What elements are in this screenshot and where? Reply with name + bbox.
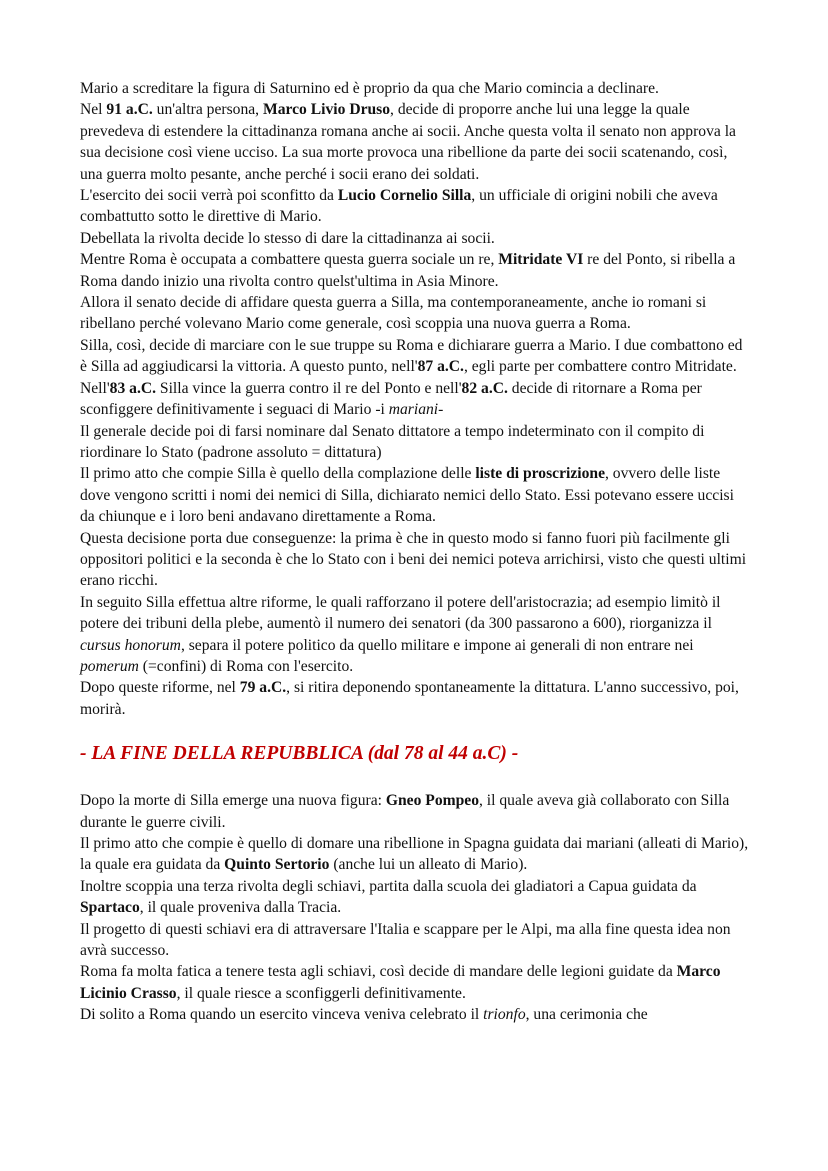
paragraph xyxy=(80,677,750,720)
paragraphs-top xyxy=(80,78,750,720)
paragraph xyxy=(80,833,750,876)
paragraph xyxy=(80,292,750,335)
bold-term: 82 a.C. xyxy=(461,379,508,397)
text-run: Nell' xyxy=(80,379,110,397)
paragraph xyxy=(80,592,750,678)
text-run: decide di ritornare a Roma per sconfiggere definitivamente i seguaci di Mario -i xyxy=(80,379,702,419)
text-run: Dopo la morte di Silla emerge una nuova figura: xyxy=(80,792,386,810)
paragraph xyxy=(80,1004,750,1025)
bold-term: liste di proscrizione xyxy=(475,465,605,483)
text-run: Di solito a Roma quando un esercito vinceva veniva celebrato il xyxy=(80,1006,484,1024)
text-run: Il progetto di questi schiavi era di attraversare l'Italia e scappare per le Alpi, ma alla fine questa idea non avrà successo. xyxy=(80,920,731,960)
text-run: Il primo atto che compie Silla è quello della complazione delle xyxy=(80,465,476,483)
text-run: Mentre Roma è occupata a combattere questa guerra sociale un re, xyxy=(80,251,499,269)
text-run: Questa decisione porta due conseguenze: la prima è che in questo modo si fanno fuori più facilmente gli oppositori politici e la seconda è che lo Stato con i beni dei nemici poteva arrichirsi, visto che questi ultimi erano ricchi. xyxy=(80,529,747,590)
bold-term: 79 a.C. xyxy=(239,679,287,697)
paragraph xyxy=(80,78,750,99)
text-run: Roma fa molta fatica a tenere testa agli schiavi, così decide di mandare delle legioni guidate da xyxy=(80,963,677,981)
bold-term: Spartaco xyxy=(80,899,140,917)
text-run: Allora il senato decide di affidare questa guerra a Silla, ma contemporaneamente, anche io romani si ribellano perché volevano Mario come generale, così scoppia una nuova guerra a Roma. xyxy=(80,294,707,333)
text-run: , un ufficiale di origini nobili che aveva combattutto sotto le direttive di Mario. xyxy=(80,187,718,226)
text-run: (=confini) di Roma con l'esercito. xyxy=(138,657,354,675)
text-run: , il quale proveniva dalla Tracia. xyxy=(139,899,342,917)
paragraph xyxy=(80,421,750,464)
text-run: Mario a screditare la figura di Saturnino ed è proprio da qua che Mario comincia a declinare. xyxy=(80,80,659,97)
text-run: Nel xyxy=(80,101,107,119)
text-run: , egli parte per combattere contro Mitridate. xyxy=(463,358,737,376)
bold-term: 83 a.C. xyxy=(109,379,157,397)
paragraph xyxy=(80,876,750,919)
text-run: Inoltre scoppia una terza rivolta degli schiavi, partita dalla scuola dei gladiatori a Capua guidata da xyxy=(80,877,697,895)
text-run: re del Ponto, si ribella a Roma dando inizio una rivolta contro quelst'ultima in Asia Minore. xyxy=(80,251,736,290)
text-run: , una cerimonia che xyxy=(525,1006,648,1024)
paragraph xyxy=(80,99,750,185)
paragraph xyxy=(80,528,750,592)
text-run: In seguito Silla effettua altre riforme, le quali rafforzano il potere dell'aristocrazia; ad esempio limitò il potere dei tribuni della plebe, aumentò il numero dei senatori (da 300 passarono a 600), riorganizza il xyxy=(80,593,721,633)
bold-term: Mitridate VI xyxy=(498,251,584,269)
text-run: Silla, così, decide di marciare con le sue truppe su Roma e dichiarare guerra a Mario. I due combattono ed è Silla ad aggiudicarsi la vittoria. A questo punto, nell' xyxy=(80,336,743,376)
text-run: , il quale aveva già collaborato con Silla durante le guerre civili. xyxy=(80,792,730,831)
text-run: Silla vince la guerra contro il re del Ponto e nell' xyxy=(156,379,462,397)
text-run: Dopo queste riforme, nel xyxy=(80,679,240,697)
paragraph xyxy=(80,335,750,378)
section-title: - LA FINE DELLA REPUBBLICA (dal 78 al 44 a.C) - xyxy=(80,743,519,765)
italic-term: trionfo xyxy=(483,1006,526,1024)
bold-term: 91 a.C. xyxy=(106,101,153,119)
paragraph xyxy=(80,249,750,292)
text-run: Il primo atto che compie è quello di domare una ribellione in Spagna guidata dai mariani (alleati di Mario), la quale era guidata da xyxy=(80,835,749,874)
paragraph xyxy=(80,378,750,421)
bold-term: Quinto Sertorio xyxy=(224,856,330,874)
italic-term: pomerum xyxy=(80,657,139,675)
italic-term: cursus honorum xyxy=(80,636,181,654)
italic-term: mariani xyxy=(388,401,439,419)
text-run: Il generale decide poi di farsi nominare dal Senato dittatore a tempo indeterminato con il compito di riordinare lo Stato (padrone assoluto = dittatura) xyxy=(80,422,705,461)
text-run: (anche lui un alleato di Mario). xyxy=(329,856,528,874)
paragraph xyxy=(80,961,750,1004)
paragraph xyxy=(80,790,750,833)
bold-term: Marco Livio Druso xyxy=(262,101,391,119)
paragraph xyxy=(80,463,750,527)
paragraph xyxy=(80,919,750,962)
bold-term: Lucio Cornelio Silla xyxy=(337,187,472,205)
text-run: , ovvero delle liste dove vengono scritti i nomi dei nemici di Silla, dichiarato nemici dello Stato. Essi potevano essere uccisi da chiunque e i loro beni andavano direttamente a Roma. xyxy=(80,465,734,526)
text-run: - xyxy=(438,401,444,419)
bold-term: 87 a.C. xyxy=(417,358,464,376)
text-run: , il quale riesce a sconfiggerli definitivamente. xyxy=(176,984,466,1002)
text-run: un'altra persona, xyxy=(152,101,263,119)
paragraph xyxy=(80,185,750,228)
bold-term: Marco Licinio Crasso xyxy=(80,963,721,1002)
document-page xyxy=(80,78,750,1026)
text-run: , decide di proporre anche lui una legge la quale prevedeva di estendere la cittadinanza romana anche ai socii. Anche questa volta il senato non approva la sua decisione così viene ucciso. La sua morte provoca una ribellione da parte dei socii scatenando, così, una guerra molto pesante, anche perché i socii erano dei soldati. xyxy=(80,101,736,183)
text-run: L'esercito dei socii verrà poi sconfitto da xyxy=(80,187,338,205)
text-run: , separa il potere politico da quello militare e impone ai generali di non entrare nei xyxy=(180,636,694,654)
bold-term: Gneo Pompeo xyxy=(385,792,479,810)
text-run: , si ritira deponendo spontaneamente la dittatura. L'anno successivo, poi, morirà. xyxy=(80,679,739,718)
paragraphs-bottom xyxy=(80,790,750,1025)
text-run: Debellata la rivolta decide lo stesso di dare la cittadinanza ai socii. xyxy=(80,229,495,247)
paragraph xyxy=(80,228,750,249)
